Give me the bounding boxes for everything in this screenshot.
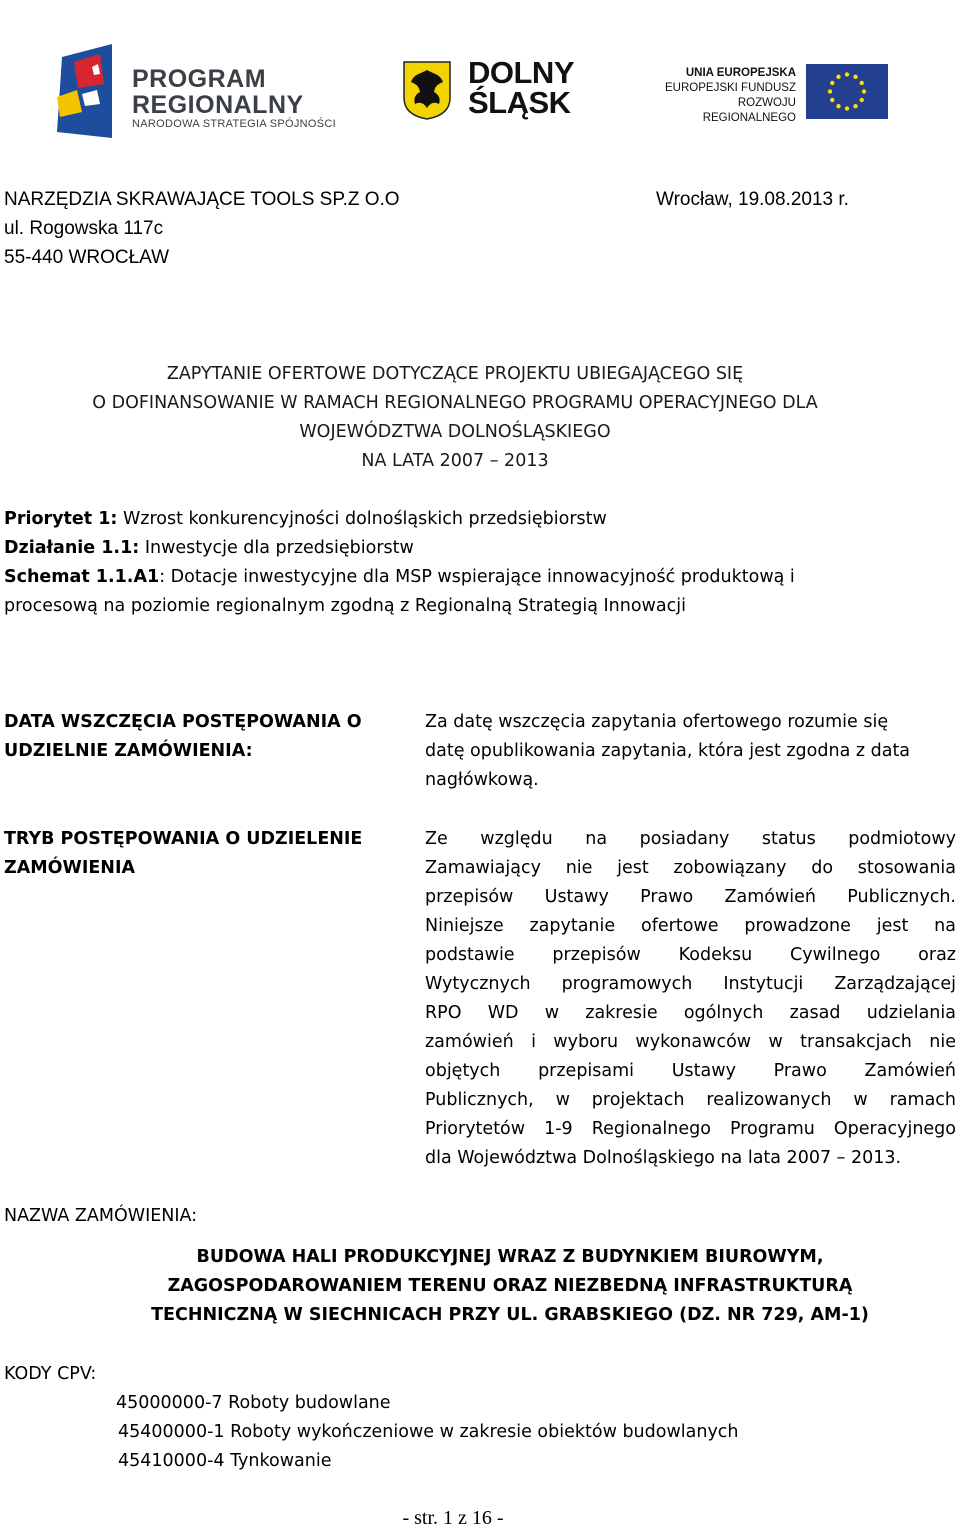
data-wszczecia-line: nagłówkową. [425, 770, 539, 790]
eu-star-icon [836, 104, 840, 108]
tryb-line: Priorytetów 1-9 Regionalnego Programu Operacyjnego [425, 1119, 956, 1139]
program-regionalny-subtitle: NARODOWA STRATEGIA SPÓJNOŚCI [132, 118, 336, 130]
dzialanie-label: Działanie 1.1: [4, 538, 140, 558]
eu-star-icon [830, 81, 834, 85]
eu-star-icon [830, 98, 834, 102]
eu-flag-icon [806, 64, 888, 119]
eu-star-icon [836, 75, 840, 79]
document-title-line-2: O DOFINANSOWANIE W RAMACH REGIONALNEGO PROGRAMU OPERACYJNEGO DLA [92, 393, 818, 413]
schemat-label: Schemat 1.1.A1 [4, 567, 160, 587]
tryb-line: RPO WD w zakresie ogólnych zasad udzielania [425, 1003, 956, 1023]
cpv-code: 45410000-4 Tynkowanie [118, 1451, 332, 1471]
data-wszczecia-label-1: DATA WSZCZĘCIA POSTĘPOWANIA O [4, 712, 362, 732]
dolny-slask-coat-of-arms [402, 60, 452, 120]
program-regionalny-name: PROGRAM REGIONALNY [132, 65, 304, 119]
logo-banner [0, 0, 960, 175]
eu-star-icon [860, 81, 864, 85]
nazwa-label: NAZWA ZAMÓWIENIA: [4, 1206, 198, 1226]
dzialanie-line [4, 534, 414, 563]
priorytet-text: Wzrost konkurencyjności dolnośląskich przedsiębiorstw [117, 509, 607, 529]
page-number: - str. 1 z 16 - [402, 1507, 504, 1529]
eu-star-icon [828, 89, 832, 93]
tryb-line: dla Województwa Dolnośląskiego na lata 2007 – 2013. [425, 1148, 902, 1168]
ue-fund-name: UNIA EUROPEJSKA EUROPEJSKI FUNDUSZ ROZWOJU REGIONALNEGO [665, 67, 796, 124]
schemat-line [4, 563, 795, 592]
tryb-line: Publicznych, w projektach realizowanych w ramach [425, 1090, 956, 1110]
document-title-line-3: WOJEWÓDZTWA DOLNOŚLĄSKIEGO [299, 422, 611, 442]
eu-star-icon [845, 72, 849, 76]
eu-star-icon [845, 106, 849, 110]
priorytet-line [4, 505, 607, 534]
schemat-line-2: procesową na poziomie regionalnym zgodną z Regionalną Strategią Innowacji [4, 596, 686, 616]
company-street: ul. Rogowska 117c [4, 218, 164, 239]
tryb-line: Zamawiający nie jest zobowiązany do stosowania [425, 858, 956, 878]
document-title-line-4: NA LATA 2007 – 2013 [361, 451, 549, 471]
tryb-line: objętych przepisami Ustawy Prawo Zamówień [425, 1061, 956, 1081]
company-name: NARZĘDZIA SKRAWAJĄCE TOOLS SP.Z O.O [4, 189, 400, 210]
tryb-line: Niniejsze zapytanie ofertowe prowadzone jest na [425, 916, 956, 936]
tryb-line: podstawie przepisów Kodeksu Cywilnego oraz [425, 945, 956, 965]
schemat-text: : Dotacje inwestycyjne dla MSP wspierające innowacyjność produktową i [159, 567, 795, 587]
data-wszczecia-line: Za datę wszczęcia zapytania ofertowego rozumie się [425, 712, 889, 732]
tryb-line: zamówień i wyboru wykonawców w transakcjach nie [425, 1032, 956, 1052]
eu-star-icon [853, 104, 857, 108]
company-city: 55-440 WROCŁAW [4, 247, 170, 268]
document-title-line-1: ZAPYTANIE OFERTOWE DOTYCZĄCE PROJEKTU UBIEGAJĄCEGO SIĘ [166, 364, 744, 384]
nazwa-line-1: BUDOWA HALI PRODUKCYJNEJ WRAZ Z BUDYNKIEM BIUROWYM, [196, 1247, 824, 1267]
tryb-line: Wytycznych programowych Instytucji Zarządzającej [425, 974, 956, 994]
priorytet-label: Priorytet 1: [4, 509, 118, 529]
data-wszczecia-line: datę opublikowania zapytania, która jest zgodna z data [425, 741, 911, 761]
place-date: Wrocław, 19.08.2013 r. [656, 189, 849, 210]
cpv-code: 45000000-7 Roboty budowlane [116, 1393, 391, 1413]
eu-star-icon [862, 89, 866, 93]
cpv-code: 45400000-1 Roboty wykończeniowe w zakresie obiektów budowlanych [118, 1422, 739, 1442]
dzialanie-text: Inwestycje dla przedsiębiorstw [139, 538, 414, 558]
tryb-label-1: TRYB POSTĘPOWANIA O UDZIELENIE [4, 829, 363, 849]
tryb-label-2: ZAMÓWIENIA [4, 858, 135, 878]
eu-star-icon [860, 98, 864, 102]
dolny-slask-name: DOLNY ŚLĄSK [468, 55, 574, 120]
tryb-line: Ze względu na posiadany status podmiotowy [425, 829, 956, 849]
nazwa-line-3: TECHNICZNĄ W SIECHNICACH PRZY UL. GRABSKIEGO (DZ. NR 729, AM-1) [151, 1305, 869, 1325]
eu-star-icon [853, 75, 857, 79]
nazwa-line-2: ZAGOSPODAROWANIEM TERENU ORAZ NIEZBEDNĄ INFRASTRUKTURĄ [167, 1276, 853, 1296]
cpv-label: KODY CPV: [4, 1364, 97, 1384]
data-wszczecia-label-2: UDZIELNIE ZAMÓWIENIA: [4, 741, 253, 761]
tryb-line: przepisów Ustawy Prawo Zamówień Publicznych. [425, 887, 956, 907]
